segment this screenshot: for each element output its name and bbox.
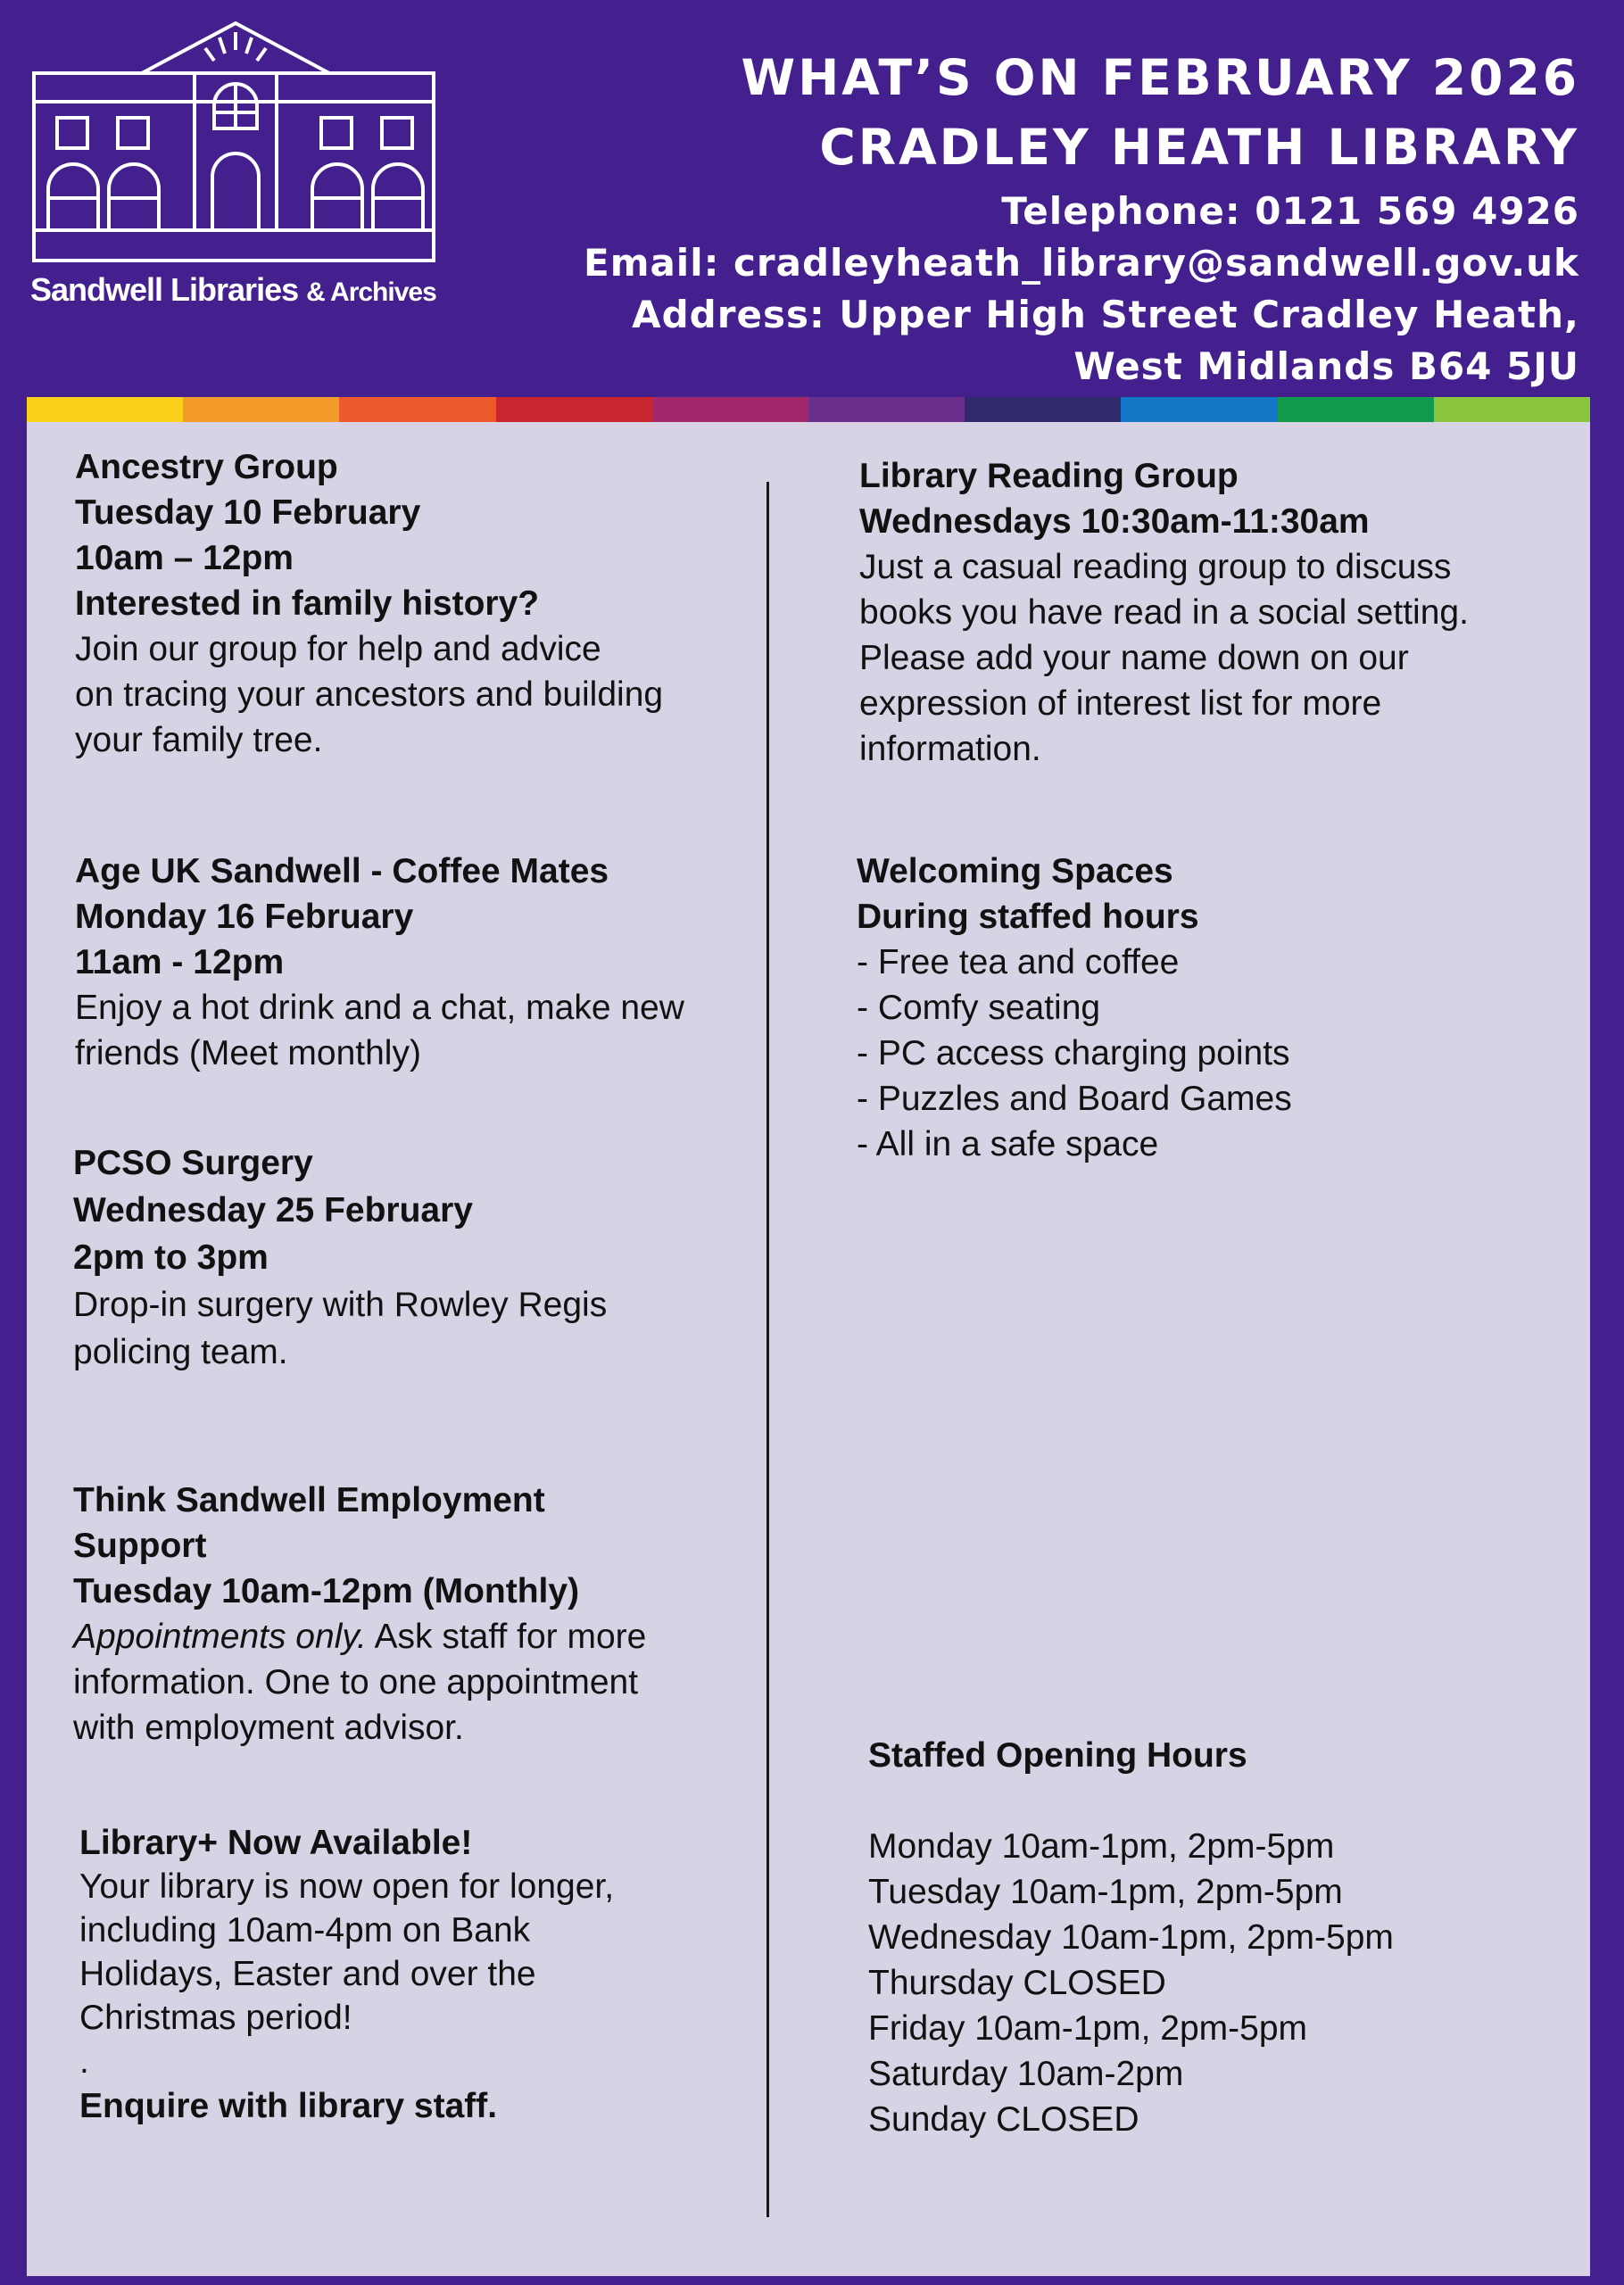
header-info <box>584 43 1579 393</box>
hours-row: Friday 10am-1pm, 2pm-5pm <box>868 2009 1307 2048</box>
event-description: friends (Meet monthly) <box>75 1034 421 1072</box>
event-date: Tuesday 10am-12pm (Monthly) <box>73 1572 580 1610</box>
email-text: Email: cradleyheath_library@sandwell.gov.uk <box>584 241 1579 285</box>
stripe-segment <box>965 397 1121 422</box>
stripe-segment <box>496 397 652 422</box>
welcoming-spaces <box>857 849 1292 1167</box>
event-description: Please add your name down on our <box>859 639 1409 677</box>
section-title: Staffed Opening Hours <box>868 1736 1247 1775</box>
sandwell-logo <box>30 20 441 314</box>
event-age-uk <box>75 849 684 1076</box>
event-description: your family tree. <box>75 721 323 759</box>
spacer <box>868 1778 1394 1824</box>
event-time: Wednesdays 10:30am-11:30am <box>859 502 1370 541</box>
section-title: Welcoming Spaces <box>857 852 1173 890</box>
rainbow-stripe <box>27 397 1590 422</box>
event-description: policing team. <box>73 1333 288 1371</box>
hours-row: Monday 10am-1pm, 2pm-5pm <box>868 1827 1335 1866</box>
event-description: Join our group for help and advice <box>75 630 601 668</box>
event-employment-support <box>73 1478 646 1751</box>
stripe-segment <box>1434 397 1590 422</box>
notice-title: Library+ Now Available! <box>79 1824 473 1862</box>
event-reading-group <box>859 453 1469 772</box>
column-divider <box>766 482 769 2217</box>
header <box>0 0 1624 397</box>
event-title: Think Sandwell Employment <box>73 1481 545 1519</box>
stripe-segment <box>27 397 183 422</box>
library-name: CRADLEY HEATH LIBRARY <box>819 119 1579 176</box>
list-item: - Puzzles and Board Games <box>857 1080 1292 1118</box>
hours-row: Sunday CLOSED <box>868 2100 1139 2139</box>
stripe-segment <box>652 397 808 422</box>
event-description: on tracing your ancestors and building <box>75 675 664 714</box>
opening-hours <box>868 1733 1394 2142</box>
event-time: 11am - 12pm <box>75 943 285 981</box>
event-description: expression of interest list for more <box>859 684 1382 723</box>
stripe-segment <box>183 397 339 422</box>
telephone-text: Telephone: 0121 569 4926 <box>1001 189 1579 233</box>
stripe-segment <box>339 397 495 422</box>
event-question: Interested in family history? <box>75 584 540 623</box>
stripe-segment <box>1121 397 1277 422</box>
list-item: - PC access charging points <box>857 1034 1290 1072</box>
list-item: - Free tea and coffee <box>857 943 1180 981</box>
notice-enquire: Enquire with library staff. <box>79 2087 498 2125</box>
description-text: Ask staff for more <box>366 1618 647 1656</box>
hours-list <box>868 1824 1394 2142</box>
event-description <box>73 1614 646 1660</box>
event-title: Library Reading Group <box>859 457 1239 495</box>
event-description: Just a casual reading group to discuss <box>859 548 1452 586</box>
notice-text: Holidays, Easter and over the <box>79 1955 536 1993</box>
hours-row: Wednesday 10am-1pm, 2pm-5pm <box>868 1918 1394 1957</box>
section-subtitle: During staffed hours <box>857 898 1199 936</box>
event-title: Age UK Sandwell - Coffee Mates <box>75 852 609 890</box>
event-title: Ancestry Group <box>75 448 338 486</box>
event-description: books you have read in a social setting. <box>859 593 1469 632</box>
stripe-segment <box>1278 397 1434 422</box>
appointments-note: Appointments only. <box>73 1618 367 1656</box>
event-description: information. <box>859 730 1041 768</box>
list-item: - All in a safe space <box>857 1125 1159 1163</box>
event-title: Support <box>73 1527 207 1565</box>
event-date: Tuesday 10 February <box>75 493 421 532</box>
amenities-list <box>857 940 1292 1167</box>
event-description: with employment advisor. <box>73 1709 464 1747</box>
event-time: 10am – 12pm <box>75 539 294 577</box>
notice-text: including 10am-4pm on Bank <box>79 1911 531 1950</box>
event-date: Monday 16 February <box>75 898 414 936</box>
notice-text: . <box>79 2042 89 2081</box>
event-description: information. One to one appointment <box>73 1663 639 1701</box>
address-line-1: Address: Upper High Street Cradley Heath, <box>632 293 1579 336</box>
event-title: PCSO Surgery <box>73 1144 313 1182</box>
event-ancestry-group <box>75 444 663 763</box>
event-time: 2pm to 3pm <box>73 1238 269 1277</box>
hours-row: Saturday 10am-2pm <box>868 2055 1184 2093</box>
hours-row: Thursday CLOSED <box>868 1964 1166 2002</box>
event-description: Drop-in surgery with Rowley Regis <box>73 1286 608 1324</box>
address-line-2: West Midlands B64 5JU <box>1073 344 1579 388</box>
list-item: - Comfy seating <box>857 989 1101 1027</box>
notice-text: Christmas period! <box>79 1999 352 2037</box>
library-plus-notice <box>79 1821 614 2128</box>
library-building-icon <box>30 20 441 269</box>
hours-row: Tuesday 10am-1pm, 2pm-5pm <box>868 1873 1343 1911</box>
stripe-segment <box>808 397 965 422</box>
event-description: Enjoy a hot drink and a chat, make new <box>75 989 684 1027</box>
page-title: WHAT’S ON FEBRUARY 2026 <box>741 49 1579 106</box>
logo-wordmark: Sandwell Libraries & Archives <box>30 271 436 308</box>
event-date: Wednesday 25 February <box>73 1191 473 1229</box>
notice-text: Your library is now open for longer, <box>79 1867 615 1906</box>
event-pcso-surgery <box>73 1139 607 1376</box>
